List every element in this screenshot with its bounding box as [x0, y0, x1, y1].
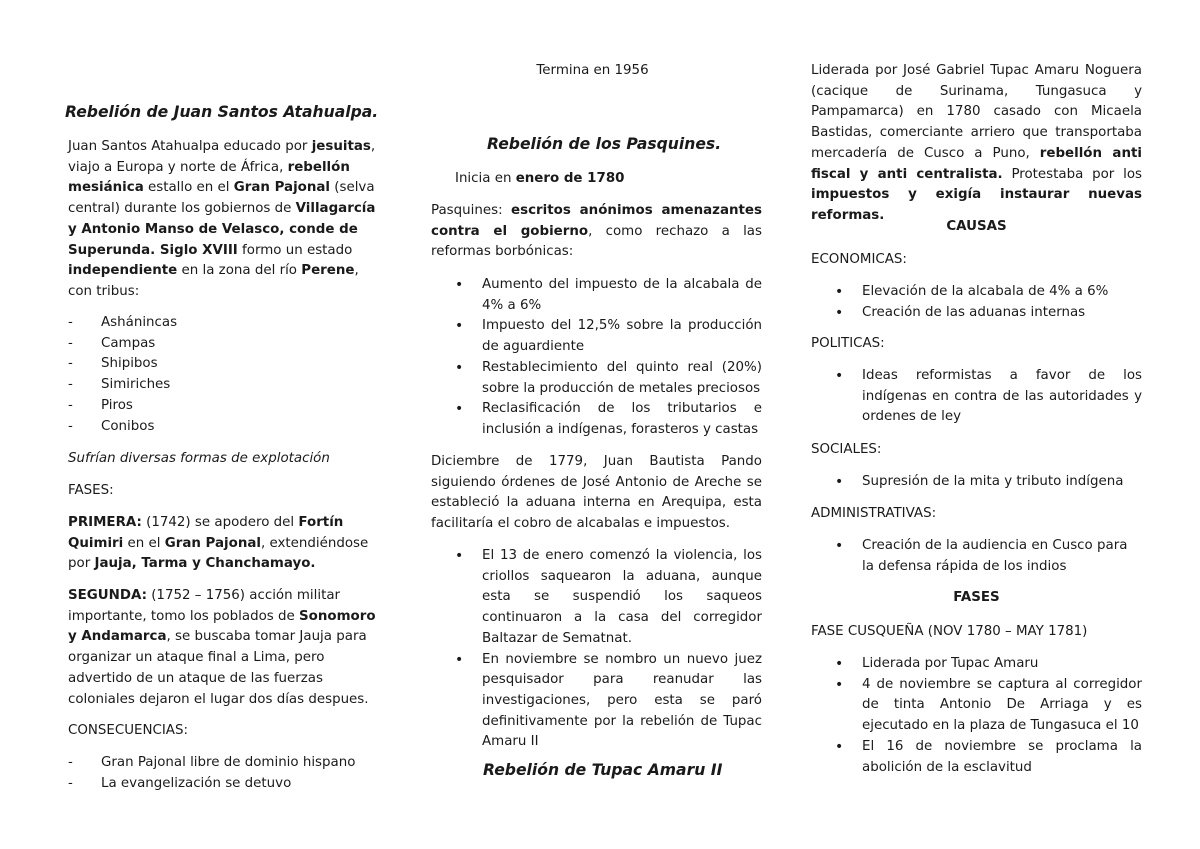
phase-cusco-label: FASE CUSQUEÑA (NOV 1780 – MAY 1781)	[811, 624, 1088, 639]
phase-segunda	[68, 586, 378, 710]
list-item: • El 16 de noviembre se proclama la abolición de la esclavitud	[811, 737, 1142, 778]
phase-cusco-list	[811, 654, 1142, 778]
juan-santos-intro	[68, 137, 378, 303]
text-segment: jesuitas	[311, 139, 371, 154]
political-list	[811, 366, 1142, 428]
social-label: SOCIALES:	[811, 442, 882, 457]
text-segment: Gran Pajonal	[164, 535, 261, 551]
text-segment: estallo en el	[143, 180, 234, 196]
political-label: POLITICAS:	[811, 336, 885, 351]
phase-primera	[68, 513, 378, 575]
list-item: • Restablecimiento del quinto real (20%) sobre la producción de metales preciosos	[431, 358, 762, 399]
text-segment: en la zona del río	[177, 263, 302, 279]
list-item: • Impuesto del 12,5% sobre la producción de aguardiente	[431, 316, 762, 357]
admin-label: ADMINISTRATIVAS:	[811, 506, 937, 521]
text-segment: PRIMERA:	[68, 515, 142, 530]
text-segment: formo un estado	[237, 242, 353, 258]
text-segment: rebellón anti fiscal y anti centralista.	[811, 145, 1142, 182]
text-segment: escritos anónimos amenazantes contra el gobierno	[431, 203, 762, 239]
list-item: • Creación de la audiencia en Cusco para la defensa rápida de los indios	[811, 536, 1142, 577]
list-item: - Simiriches	[68, 375, 378, 396]
text-segment: SEGUNDA:	[68, 588, 147, 603]
causes-title: CAUSAS	[946, 219, 1007, 234]
list-item: • Ideas reformistas a favor de los indígenas en contra de las autoridades y ordenes de ley	[811, 366, 1142, 428]
text-segment: Fortín Quimiri	[68, 515, 344, 551]
list-item: • 4 de noviembre se captura al corregidor de tinta Antonio De Arriaga y es ejecutado en la plaza de Tungasuca el 10	[811, 675, 1142, 737]
section-title-tupac: Rebelión de Tupac Amaru II	[483, 761, 723, 779]
reforms-list	[431, 275, 762, 441]
pasquines-start	[455, 169, 762, 190]
text-segment: (selva central) durante los gobiernos de	[68, 180, 375, 217]
text-segment: Protestaba por los	[1002, 166, 1142, 182]
text-segment: Sonomoro y Andamarca	[68, 608, 376, 645]
consequences-list	[68, 753, 378, 794]
text-segment: , como rechazo a las reformas borbónicas:	[431, 223, 762, 260]
text-segment: Perene	[301, 263, 355, 279]
list-item: • Aumento del impuesto de la alcabala de 4% a 6%	[431, 275, 762, 316]
list-item: - Ashánincas	[68, 313, 378, 334]
list-item: - Gran Pajonal libre de dominio hispano	[68, 753, 378, 774]
list-item: - Shipibos	[68, 354, 378, 375]
list-item: • Liderada por Tupac Amaru	[811, 654, 1142, 675]
text-segment: (1742) se apodero del	[141, 515, 299, 530]
list-item: • El 13 de enero comenzó la violencia, los criollos saquearon la aduana, aunque esta se suspendió los saqueos continuaron a la casa del corregidor Baltazar de Sematnat.	[431, 546, 762, 650]
text-segment: , viajo a Europa y norte de África,	[68, 139, 376, 175]
text-segment: Inicia en	[455, 171, 516, 186]
consequences-label: CONSECUENCIAS:	[68, 723, 188, 738]
list-item: • Elevación de la alcabala de 4% a 6%	[811, 282, 1142, 303]
text-segment: (1752 – 1756) acción militar importante, tomo los poblados de	[68, 588, 341, 624]
events-list	[431, 546, 762, 753]
list-item: • Reclasificación de los tributarios e inclusión a indígenas, forasteros y castas	[431, 399, 762, 440]
text-segment: enero de 1780	[515, 171, 625, 186]
economic-list	[811, 282, 1142, 323]
text-segment: Pasquines:	[431, 203, 512, 218]
text-segment: Liderada por José Gabriel Tupac Amaru Noguera (cacique de Surinama, Tungasuca y Pampamarca) en 1780 casado con Micaela Bastidas, comerciante arriero que transportaba mercadería de Cusco a Puno,	[811, 63, 1142, 161]
phases-label: FASES:	[68, 483, 114, 498]
text-segment: , con tribus:	[68, 263, 359, 299]
phases-title: FASES	[953, 590, 1000, 605]
text-segment: en el	[123, 535, 165, 551]
text-segment: Gran Pajonal	[233, 180, 331, 196]
list-item: • Creación de las aduanas internas	[811, 303, 1142, 324]
text-segment: Juan Santos Atahualpa educado por	[68, 139, 312, 154]
list-item: - La evangelización se detuvo	[68, 774, 378, 795]
exploitation-text: Sufrían diversas formas de explotación	[68, 451, 330, 466]
ends-text: Termina en 1956	[536, 63, 649, 78]
text-segment: rebellón mesiánica	[68, 159, 350, 196]
december-paragraph: Diciembre de 1779, Juan Bautista Pando siguiendo órdenes de José Antonio de Areche se estableció la aduana interna en Arequipa, esta facilitaría el cobro de alcabalas e impuestos.	[431, 454, 762, 532]
text-segment: Jauja, Tarma y Chanchamayo.	[94, 556, 316, 572]
list-item: - Campas	[68, 334, 378, 355]
economic-label: ECONOMICAS:	[811, 252, 907, 267]
pasquines-definition	[431, 201, 762, 263]
section-title-pasquines: Rebelión de los Pasquines.	[487, 135, 722, 153]
social-list	[811, 472, 1142, 493]
tupac-intro	[811, 61, 1142, 227]
list-item: - Piros	[68, 396, 378, 417]
text-segment: impuestos y exigía instaurar nuevas reformas.	[811, 187, 1142, 223]
text-segment: Villagarcía y Antonio Manso de Velasco, conde de Superunda. Siglo XVIII	[68, 201, 376, 258]
text-segment: , extendiéndose por	[68, 535, 369, 572]
text-segment: independiente	[68, 263, 178, 279]
list-item: • Supresión de la mita y tributo indígena	[811, 472, 1142, 493]
text-segment: , se buscaba tomar Jauja para organizar un ataque final a Lima, pero advertido de un ataque de las fuerzas coloniales dejaron el lugar dos días despues.	[68, 629, 369, 707]
list-item: - Conibos	[68, 417, 378, 438]
section-title-juan-santos: Rebelión de Juan Santos Atahualpa.	[65, 103, 379, 121]
tribes-list	[68, 313, 378, 437]
list-item: • En noviembre se nombro un nuevo juez pesquisador para reanudar las investigaciones, pero esta se paró definitivamente por la rebelión de Tupac Amaru II	[431, 650, 762, 754]
admin-list	[811, 536, 1142, 577]
